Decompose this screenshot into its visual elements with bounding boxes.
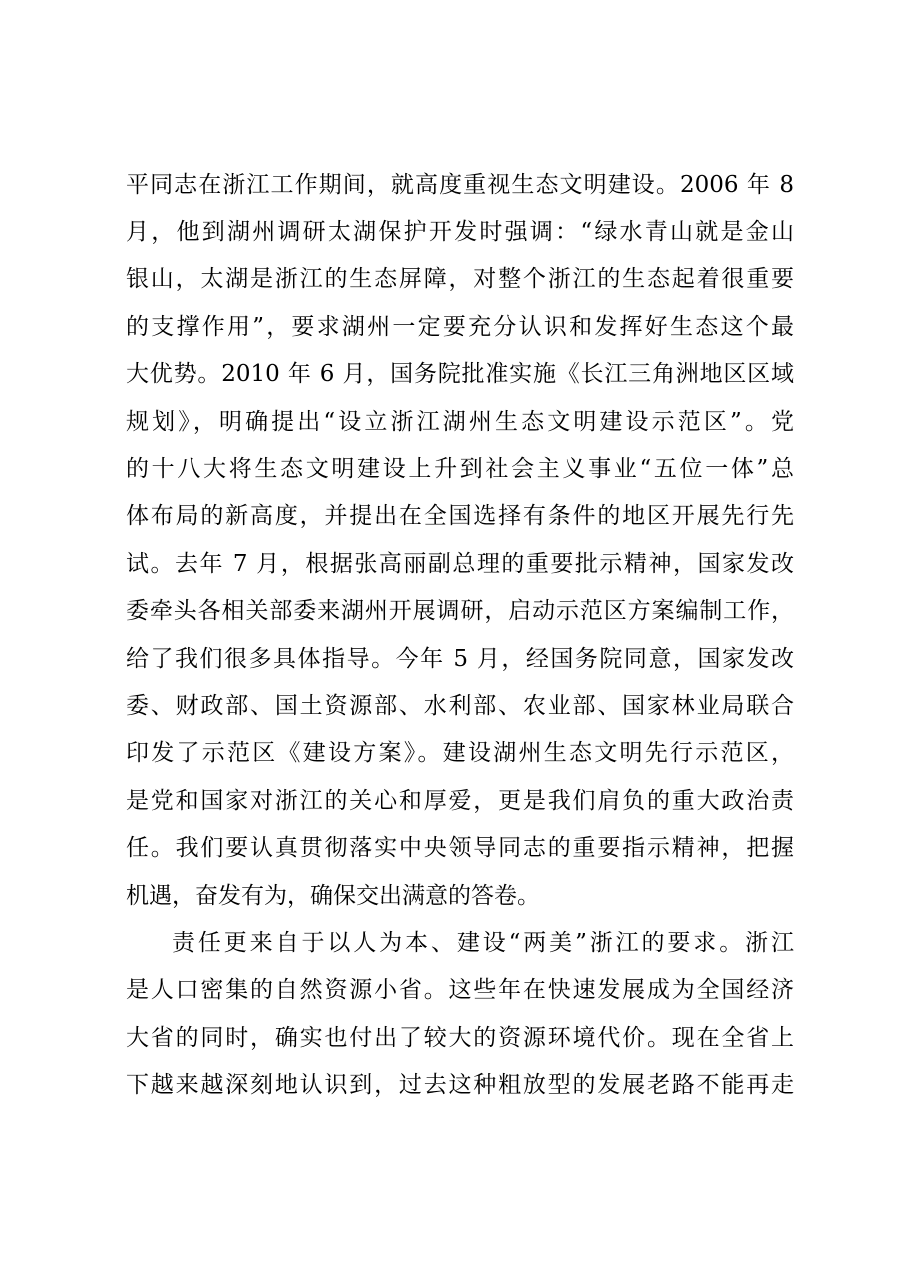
paragraph-1-line: 委、财政部、国土资源部、水利部、农业部、国家林业局联合 xyxy=(126,693,794,719)
paragraph-1-line: 大优势。2010 年 6 月，国务院批准实施《长江三角洲地区区域 xyxy=(126,361,794,387)
paragraph-1-line: 任。我们要认真贯彻落实中央领导同志的重要指示精神，把握 xyxy=(126,835,794,861)
paragraph-1-line: 体布局的新高度，并提出在全国选择有条件的地区开展先行先 xyxy=(126,503,794,529)
paragraph-2-line: 责任更来自于以人为本、建设“两美”浙江的要求。浙江 xyxy=(172,930,794,956)
paragraph-1-line: 月，他到湖州调研太湖保护开发时强调：“绿水青山就是金山 xyxy=(126,219,794,245)
paragraph-2-line: 是人口密集的自然资源小省。这些年在快速发展成为全国经济 xyxy=(126,977,794,1003)
paragraph-2-line: 下越来越深刻地认识到，过去这种粗放型的发展老路不能再走 xyxy=(126,1072,794,1098)
paragraph-2-line: 大省的同时，确实也付出了较大的资源环境代价。现在全省上 xyxy=(126,1025,794,1051)
paragraph-1-line: 机遇，奋发有为，确保交出满意的答卷。 xyxy=(126,883,540,909)
paragraph-1-line: 银山，太湖是浙江的生态屏障，对整个浙江的生态起着很重要 xyxy=(126,266,794,292)
paragraph-1-line: 印发了示范区《建设方案》。建设湖州生态文明先行示范区， xyxy=(126,740,794,766)
paragraph-1-line: 委牵头各相关部委来湖州开展调研，启动示范区方案编制工作， xyxy=(126,598,794,624)
paragraph-1-line: 的支撑作用”，要求湖州一定要充分认识和发挥好生态这个最 xyxy=(126,314,794,340)
paragraph-1-line: 的十八大将生态文明建设上升到社会主义事业“五位一体”总 xyxy=(126,456,794,482)
paragraph-1-line: 试。去年 7 月，根据张高丽副总理的重要批示精神，国家发改 xyxy=(126,551,794,577)
paragraph-1-line: 给了我们很多具体指导。今年 5 月，经国务院同意，国家发改 xyxy=(126,646,794,672)
paragraph-1-line: 是党和国家对浙江的关心和厚爱，更是我们肩负的重大政治责 xyxy=(126,788,794,814)
paragraph-1-line: 平同志在浙江工作期间，就高度重视生态文明建设。2006 年 8 xyxy=(126,172,794,198)
paragraph-1-line: 规划》，明确提出“设立浙江湖州生态文明建设示范区”。党 xyxy=(126,409,794,435)
